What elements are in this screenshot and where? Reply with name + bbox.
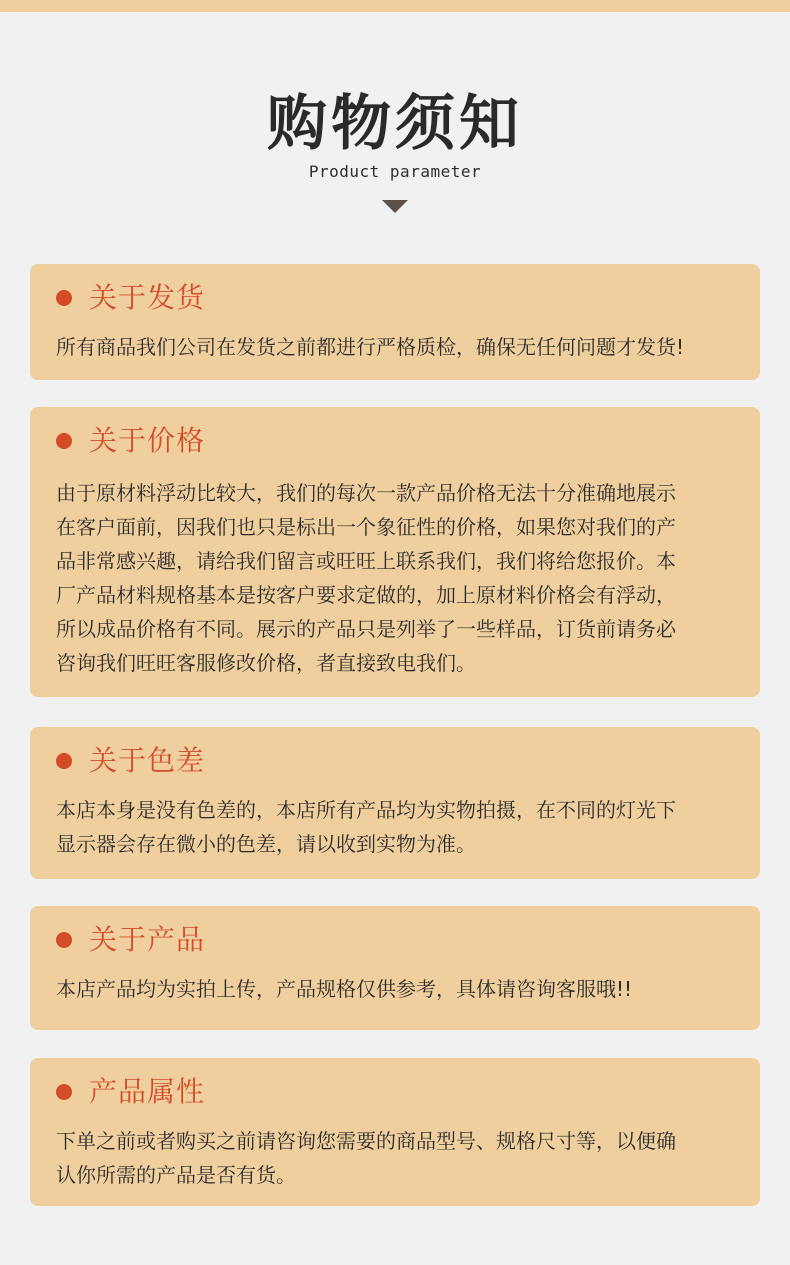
card-price [30, 407, 760, 697]
card-product-attributes [30, 1058, 760, 1206]
card-body [56, 476, 744, 680]
bullet-dot-icon [56, 290, 72, 306]
bullet-dot-icon [56, 932, 72, 948]
card-heading [56, 280, 734, 316]
caret-down-icon [382, 200, 408, 213]
card-heading [56, 743, 734, 779]
card-title: 关于发货 [89, 281, 206, 314]
card-text-line: 下单之前或者购买之前请咨询您需要的商品型号、规格尺寸等，以便确 [56, 1129, 676, 1153]
card-color-difference [30, 727, 760, 879]
card-product [30, 906, 760, 1030]
card-text-line: 认你所需的产品是否有货。 [56, 1163, 296, 1187]
bullet-dot-icon [56, 433, 72, 449]
card-body [56, 1124, 744, 1192]
card-text-line: 本店产品均为实拍上传，产品规格仅供参考，具体请咨询客服哦!! [56, 977, 633, 1001]
card-heading [56, 1074, 734, 1110]
card-body [56, 793, 744, 861]
card-title: 关于价格 [89, 424, 206, 457]
page-subtitle: Product parameter [308, 162, 482, 181]
card-text-line: 厂产品材料规格基本是按客户要求定做的，加上原材料价格会有浮动， [56, 583, 676, 607]
top-accent-bar [0, 0, 790, 12]
card-text-line: 本店本身是没有色差的，本店所有产品均为实物拍摄，在不同的灯光下 [56, 798, 676, 822]
card-text-line: 显示器会存在微小的色差，请以收到实物为准。 [56, 832, 476, 856]
card-body [56, 972, 744, 1006]
card-text-line: 在客户面前，因我们也只是标出一个象征性的价格，如果您对我们的产 [56, 515, 676, 539]
card-body [56, 330, 744, 364]
card-shipping [30, 264, 760, 380]
card-text-line: 品非常感兴趣，请给我们留言或旺旺上联系我们，我们将给您报价。本 [56, 549, 676, 573]
card-title: 关于产品 [89, 923, 206, 956]
card-text-line: 由于原材料浮动比较大，我们的每次一款产品价格无法十分准确地展示 [56, 481, 676, 505]
bullet-dot-icon [56, 753, 72, 769]
card-title: 产品属性 [89, 1075, 206, 1108]
page-title: 购物须知 [267, 89, 523, 159]
card-text-line: 咨询我们旺旺客服修改价格，者直接致电我们。 [56, 651, 476, 675]
page-header [0, 88, 790, 213]
bullet-dot-icon [56, 1084, 72, 1100]
card-title: 关于色差 [89, 744, 206, 777]
card-heading [56, 423, 734, 459]
card-text-line: 所有商品我们公司在发货之前都进行严格质检，确保无任何问题才发货! [56, 335, 685, 359]
card-heading [56, 922, 734, 958]
card-text-line: 所以成品价格有不同。展示的产品只是列举了一些样品，订货前请务必 [56, 617, 676, 641]
